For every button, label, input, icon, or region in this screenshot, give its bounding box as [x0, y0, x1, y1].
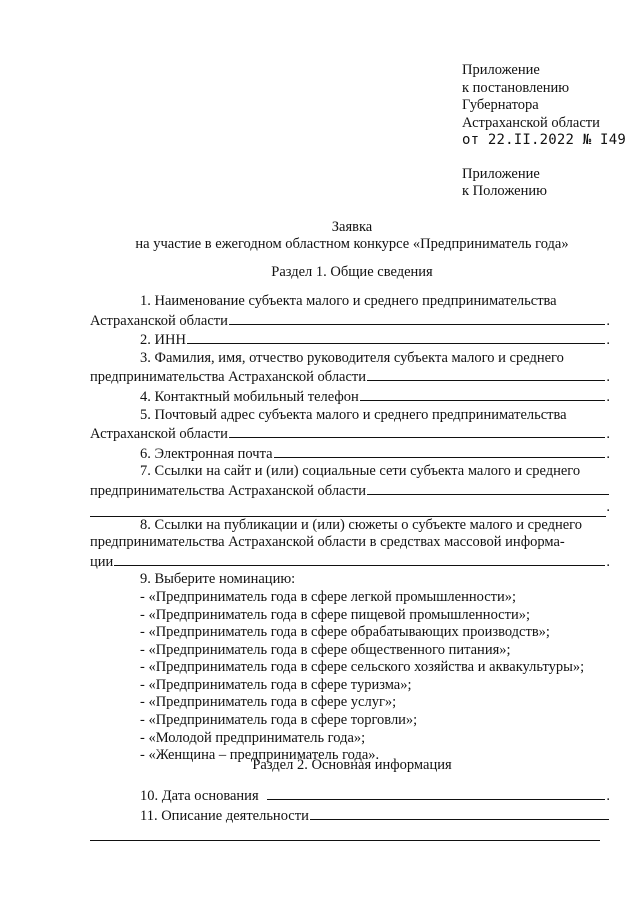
nomination-item[interactable]: - «Предприниматель года в сфере обрабатывающих производств»;	[140, 624, 550, 641]
item-2-field[interactable]: 2. ИНН .	[140, 332, 610, 349]
item-4-blank[interactable]	[360, 387, 606, 401]
appendix-line-4: Астраханской области	[462, 114, 600, 131]
appendix-line-2: к постановлению	[462, 79, 570, 96]
item-11-blank[interactable]	[310, 806, 609, 820]
appendix-sub-line-2: к Положению	[462, 183, 547, 199]
item-4-field[interactable]: 4. Контактный мобильный телефон .	[140, 388, 610, 405]
nomination-item[interactable]: - «Предприниматель года в сфере туризма»;	[140, 676, 412, 693]
nomination-item[interactable]: - «Предприниматель года в сфере сельского хозяйства и аквакультуры»;	[140, 659, 585, 676]
item-2-blank[interactable]	[187, 330, 605, 344]
item-3-field[interactable]: предпринимательства Астраханской области .	[90, 369, 610, 386]
item-7-field[interactable]: предпринимательства Астраханской области	[90, 481, 610, 501]
item-7-line-a: 7. Ссылки на сайт и (или) социальные сети субъекта малого и среднего	[140, 463, 581, 480]
appendix-sub-line-1: Приложение	[462, 165, 540, 182]
appendix-line-1: Приложение	[462, 62, 540, 78]
item-8-line-b: предпринимательства Астраханской области в средствах массовой информа-	[90, 534, 565, 551]
item-3-line-a: 3. Фамилия, имя, отчество руководителя субъекта малого и среднего	[140, 349, 564, 366]
item-5-line-a: 5. Почтовый адрес субъекта малого и среднего предпринимательства	[140, 406, 567, 423]
item-8-blank[interactable]	[114, 552, 605, 566]
item-5-blank[interactable]	[229, 424, 606, 438]
item-8-field[interactable]: ции .	[90, 553, 610, 570]
item-7-extra-field[interactable]: .	[90, 501, 610, 517]
section-2-heading: Раздел 2. Основная информация	[252, 757, 452, 773]
section-1-heading: Раздел 1. Общие сведения	[271, 264, 433, 280]
item-11-field[interactable]: 11. Описание деятельности	[90, 806, 610, 826]
item-10-blank[interactable]	[267, 786, 606, 800]
item-7-blank[interactable]	[367, 481, 609, 495]
item-6-field[interactable]: 6. Электронная почта .	[140, 445, 610, 462]
nomination-item[interactable]: - «Молодой предприниматель года»;	[140, 729, 366, 746]
nomination-item[interactable]: - «Предприниматель года в сфере услуг»;	[140, 694, 397, 711]
appendix-date-line: от 22.II.2022 № I49	[462, 132, 626, 148]
item-8-line-a: 8. Ссылки на публикации и (или) сюжеты о субъекте малого и среднего	[140, 516, 582, 533]
nomination-item[interactable]: - «Предприниматель года в сфере пищевой промышленности»;	[140, 606, 530, 623]
document-subtitle: на участие в ежегодном областном конкурсе «Предприниматель года»	[135, 236, 569, 252]
item-3-blank[interactable]	[367, 367, 605, 381]
appendix-line-3: Губернатора	[462, 97, 539, 113]
nomination-item[interactable]: - «Предприниматель года в сфере легкой промышленности»;	[140, 588, 517, 605]
nomination-item[interactable]: - «Женщина – предприниматель года».	[140, 747, 380, 764]
section-1-body	[90, 293, 610, 765]
appendix-block	[462, 62, 626, 201]
item-5-field[interactable]: Астраханской области .	[90, 426, 610, 443]
item-1-blank[interactable]	[229, 311, 606, 325]
item-1-field[interactable]: Астраханской области .	[90, 312, 610, 329]
nomination-list	[90, 589, 610, 765]
item-6-blank[interactable]	[274, 444, 606, 458]
document-title: Заявка	[331, 219, 373, 235]
section-2-body	[90, 786, 610, 841]
item-11-blank-2[interactable]	[90, 825, 600, 841]
item-1-line-a: 1. Наименование субъекта малого и среднего предпринимательства	[140, 293, 557, 309]
item-10-field[interactable]: 10. Дата основания .	[140, 788, 610, 804]
nomination-item[interactable]: - «Предприниматель года в сфере торговли»;	[140, 712, 418, 729]
nomination-item[interactable]: - «Предприниматель года в сфере общественного питания»;	[140, 641, 511, 658]
item-9-heading: 9. Выберите номинацию:	[140, 571, 296, 588]
